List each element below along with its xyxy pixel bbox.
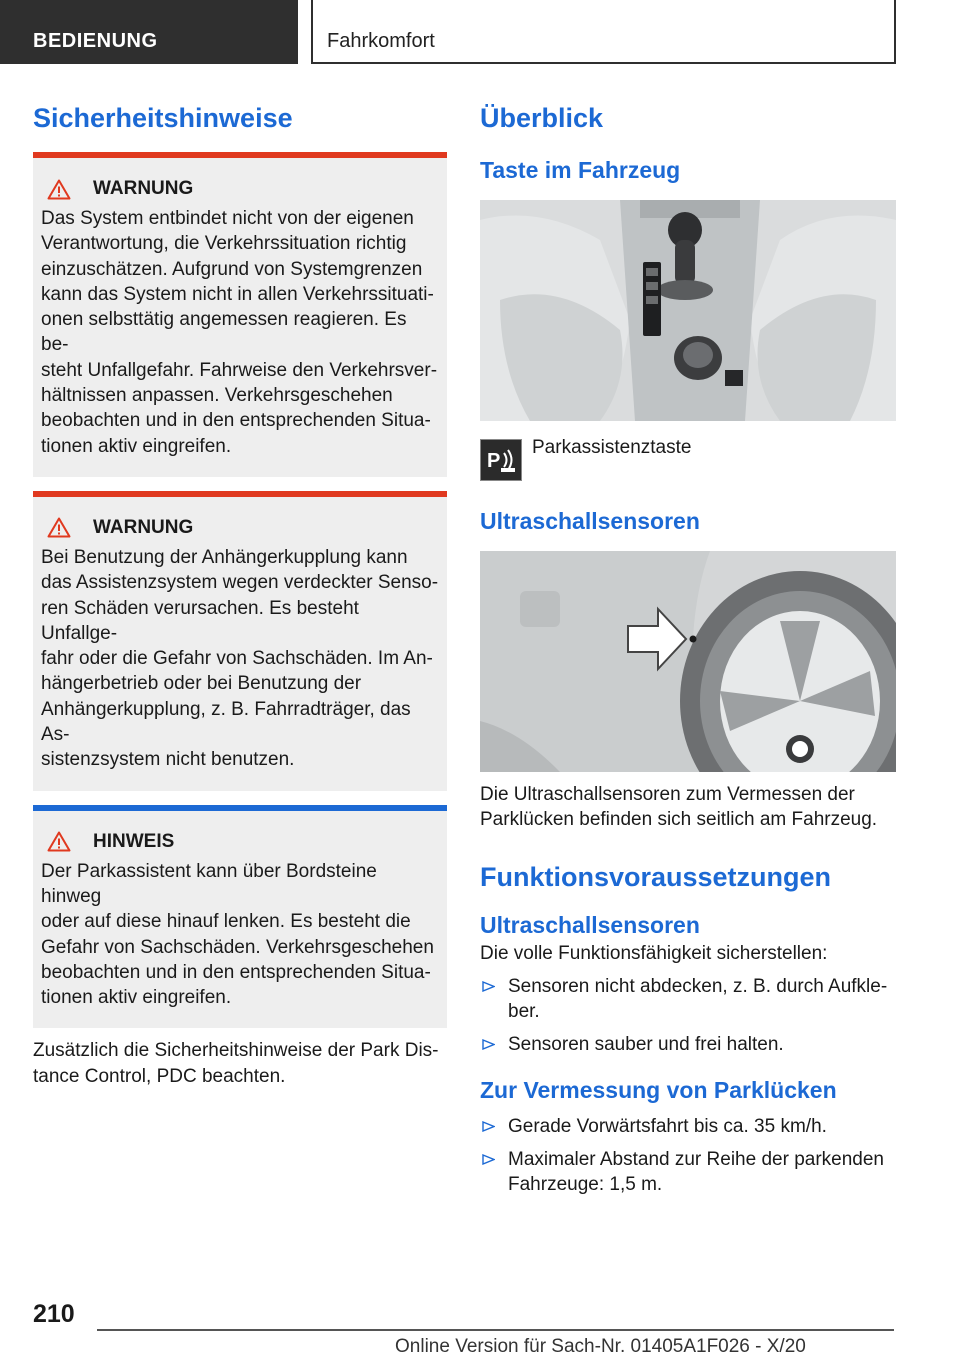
warning-box-1 [33,152,447,477]
safety-title: Sicherheitshinweise [33,103,293,133]
warning-box-2 [33,491,447,791]
req-sensors-heading: Ultraschallsensoren [480,911,700,938]
header-section-tab [0,0,298,64]
right-column [480,98,896,1198]
list-item: Sensoren nicht abdecken, z. B. durch Aufkle- ber. [480,974,896,1025]
list-item: Sensoren sauber und frei halten. [480,1032,896,1057]
warning-label: WARNUNG [93,178,194,199]
footer-version-text: Online Version für Sach-Nr. 01405A1F026 - X/20 [395,1336,806,1357]
warning-triangle-icon [47,831,71,852]
notice-label: HINWEIS [93,830,175,852]
left-column [33,98,447,1089]
triangle-bullet-icon [482,981,495,992]
notice-box-title [41,827,439,857]
measure-heading: Zur Vermessung von Parklücken [480,1076,837,1103]
park-assist-button-label: Parkassistenztaste [532,437,692,458]
notice-box-text: Der Parkassistent kann über Bordsteine hinweg oder auf diese hinauf lenken. Es besteht die Gefahr von Sachschäden. Verkehrsgeschehen beobachten und in den entsprechenden Situa- tionen aktiv eingreifen. [41,860,434,1009]
list-item: Maximaler Abstand zur Reihe der parkenden Fahrzeuge: 1,5 m. [480,1147,896,1198]
overview-title: Überblick [480,103,604,133]
triangle-bullet-icon [482,1121,495,1132]
warning-triangle-icon [47,179,71,200]
sensors-heading: Ultraschallsensoren [480,508,700,534]
svg-text:P: P [487,450,501,472]
header-chapter-label: Fahrkomfort [327,30,435,52]
triangle-bullet-icon [482,1039,495,1050]
page-number: 210 [33,1300,75,1328]
button-heading: Taste im Fahrzeug [480,157,681,183]
header-chapter-tab [311,0,896,64]
warning-box-1-title [41,174,439,204]
requirements-title: Funktionsvoraussetzungen [480,861,832,892]
warning-triangle-icon [47,517,71,538]
req-sensors-list [480,974,896,1058]
measure-list [480,1114,896,1198]
center-console-photo [480,200,896,421]
notice-box [33,805,447,1029]
warning-box-2-title [41,513,439,543]
triangle-bullet-icon [482,1154,495,1165]
sensor-location-photo [480,551,896,772]
warning-box-1-text: Das System entbindet nicht von der eigenen Verantwortung, die Verkehrssituation richtig einzuschätzen. Aufgrund von Systemgrenzen kann das System nicht in allen Verkehrssituati- onen selbsttätig angemessen reagieren. Es be- steht Unfallgefahr. Fahrweise den Verkehrsver- hältnissen anpassen. Verkehrsgeschehen beobachten und in den entsprechenden Situa- tionen aktiv eingreifen. [41,208,438,457]
park-assist-button-icon [480,439,522,481]
warning-box-2-text: Bei Benutzung der Anhängerkupplung kann das Assistenzsystem wegen verdeckter Senso- ren Schäden verursachen. Es besteht Unfallge- fahr oder die Gefahr von Sachschäden. Im An- hängerbetrieb oder bei Benutzung der Anhängerkupplung, z. B. Fahrradträger, das As- sistenzsystem nicht benutzen. [41,546,439,771]
sensors-description: Die Ultraschallsensoren zum Vermessen der Parklücken befinden sich seitlich am Fahrzeug. [480,784,878,831]
list-item: Gerade Vorwärtsfahrt bis ca. 35 km/h. [480,1114,896,1139]
req-sensors-intro: Die volle Funktionsfähigkeit sicherstellen: [480,942,828,964]
additional-safety-note: Zusätzlich die Sicherheitshinweise der Park Dis- tance Control, PDC beachten. [33,1040,439,1087]
header-section-label: BEDIENUNG [33,30,158,52]
park-assist-legend [480,439,896,481]
warning-label: WARNUNG [93,516,194,538]
footer-divider [97,1329,894,1331]
